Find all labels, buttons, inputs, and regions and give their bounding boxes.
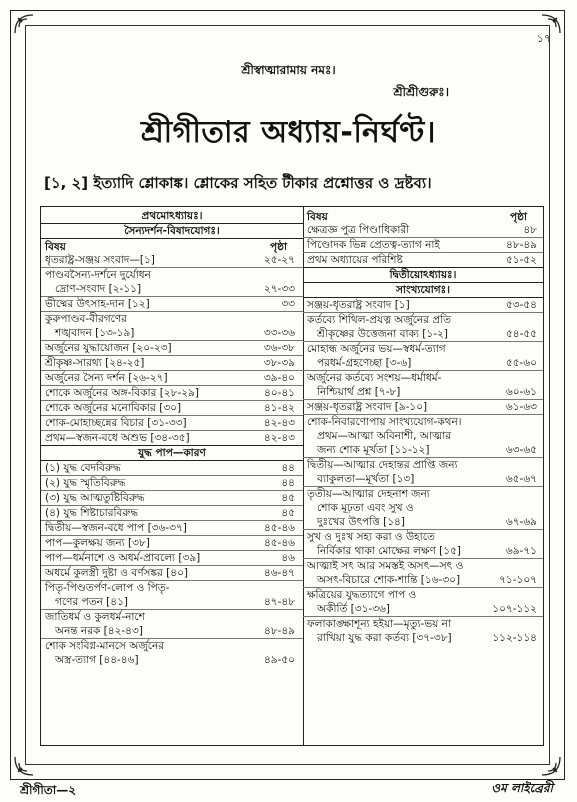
row-subject: সুখ ও দুঃখ সহ্য করা ও উহাতে (307, 531, 435, 543)
row-page: ৩৩ (281, 298, 295, 310)
table-row (41, 400, 303, 415)
footer-publisher: ওম লাইব্রেরী (491, 781, 553, 795)
row-page: ২৭-৩৩ (263, 283, 295, 295)
right-column (303, 207, 543, 745)
row-subject: (৩) যুদ্ধ আত্মতুষ্টিবিরুদ্ধ (45, 492, 145, 504)
row-subject: সঞ্জয়-ধৃতরাষ্ট্র সংবাদ [৯-১০] (307, 401, 428, 413)
table-row (303, 252, 543, 267)
row-page: ৪২-৪৩ (263, 432, 295, 444)
row-page: ৪৮-৪৯ (263, 625, 295, 637)
left-column (41, 207, 304, 745)
row-page: ১০৭-১১২ (492, 603, 537, 615)
row-subject: শোকে অর্জুনের মনোবিকার [৩০] (45, 402, 182, 414)
table-row (303, 443, 543, 457)
row-subject: শোকে অর্জুনের অঙ্গ-বিকার [২৮-২৯] (45, 387, 199, 399)
row-subject: দ্বিতীয়—আত্মার দেহান্তর প্রাপ্তি জন্য (307, 459, 458, 471)
row-subject: অর্জুনের যুদ্ধায়োজন [২০-২৩] (45, 342, 172, 354)
row-subject: দ্বিতীয়—স্বজন-বধে পাপ [৩৬-৩৭] (45, 522, 187, 534)
chapter-label: দ্বিতীয়োঽধ্যায়ঃ। (303, 267, 543, 282)
table-row (303, 298, 543, 312)
table-row (41, 370, 303, 385)
row-subject: অকীর্তি [৩১-৩৬] (317, 603, 390, 615)
subtitle: [১, ২] ইত্যাদি শ্লোকাঙ্ক। শ্লোকের সহিত টীকার প্রশ্নোত্তর ও দ্রষ্টব্য। (44, 174, 432, 192)
row-page: ৪৯-৫০ (263, 654, 295, 666)
table-row (41, 550, 303, 565)
table-row (41, 461, 303, 475)
table-row (41, 535, 303, 550)
row-page: ৪৫-৪৬ (263, 537, 295, 549)
row-subject: (১) যুদ্ধ বেদবিরুদ্ধ (45, 462, 121, 474)
index-table (40, 206, 544, 746)
row-subject: শোক-মোহাচ্ছন্নের বিচার [৩১-৩৩] (45, 417, 187, 429)
table-header (303, 209, 543, 223)
row-page: ৪৬ (281, 552, 295, 564)
row-subject: শোক-নিবারণোপায় সাংখ্যযোগ-কথন। (307, 416, 462, 428)
table-row (303, 486, 543, 501)
row-subject: শোক সংবিগ্ন-মানসে অর্জুনের (45, 640, 164, 652)
row-page: ৪৪ (281, 477, 295, 489)
row-subject: দুঃখের উৎপত্তি [১৪] (317, 516, 405, 528)
row-subject: রাখিয়া যুদ্ধ করা কর্তব্য [৩৭-৩৮] (317, 632, 452, 644)
row-subject: সঞ্জয়-ধৃতরাষ্ট্র সংবাদ [১] (307, 299, 410, 311)
row-page: ৪৫ (281, 492, 295, 504)
table-row (41, 282, 303, 296)
row-subject: ভীষ্মের উৎসাহ-দান [১২] (45, 298, 150, 310)
table-row (303, 385, 543, 399)
table-row (303, 457, 543, 472)
row-page: ২৫-২৭ (263, 254, 295, 266)
table-row (303, 312, 543, 327)
page-title: শ্রীগীতার অধ্যায়-নির্ঘণ্ট। (140, 115, 437, 150)
row-subject: ক্ষত্রিয়ের যুদ্ধত্যাগে পাপ ও (307, 589, 417, 601)
table-row (41, 296, 303, 311)
row-page: ৭১-১০৭ (499, 574, 537, 586)
row-subject: অনন্ত নরক [৪২-৪৩] (55, 625, 143, 637)
invocation-line-2: শ্রীশ্রীগুরুঃ। (393, 85, 449, 99)
row-subject: তৃতীয়—আত্মার দেহনাশ জন্য (307, 488, 430, 500)
corner-ornament-icon (13, 13, 35, 35)
table-row (303, 399, 543, 414)
table-row (41, 580, 303, 595)
table-row (41, 505, 303, 520)
row-subject: পাণ্ডবসৈন্য-দর্শনে দুর্যোধন (45, 269, 151, 281)
left-rows (41, 253, 303, 445)
table-row (303, 631, 543, 645)
row-subject: পিতৃ-পিণ্ডতর্পণ-লোপ ও পিতৃ- (45, 582, 170, 594)
table-row (41, 267, 303, 282)
right-rows (303, 297, 543, 645)
row-page: ৩৬-৩৮ (263, 342, 295, 354)
row-page: ৬৯-৭১ (505, 545, 537, 557)
row-page: ৬০-৬১ (505, 386, 537, 398)
section-label: যুদ্ধ পাপ—কারণ (41, 445, 303, 460)
table-header (41, 238, 303, 253)
row-subject: জাতিধর্ম ও কুলধর্ম-নাশে (45, 611, 145, 623)
table-row (303, 356, 543, 370)
row-subject: নিশ্চিয়ার্থ প্রশ্ন [৭-৮] (317, 386, 401, 398)
table-row (41, 415, 303, 430)
table-row (303, 602, 543, 616)
row-page: ৩৯-৪০ (263, 372, 295, 384)
table-row (303, 587, 543, 602)
row-subject: ফলাকাঙ্ক্ষাশূন্য হইয়া—মৃত্যু-ভয় না (307, 618, 451, 630)
row-page: ৪১-৪২ (263, 402, 295, 414)
row-subject: (৪) যুদ্ধ শিষ্টাচারবিরুদ্ধ (45, 507, 139, 519)
row-subject: শোক মূঢ়তা এবং সুখ ও (317, 502, 414, 514)
table-row (303, 573, 543, 587)
row-subject: প্রথম অধ্যায়ের পরিশিষ্ট (307, 254, 403, 266)
table-row (41, 595, 303, 609)
table-row (303, 529, 543, 544)
table-row (303, 472, 543, 486)
row-page: ৪৬-৪৭ (263, 567, 295, 579)
row-subject: জন্য শোক মূর্খতা [১১-১২] (317, 444, 430, 456)
row-subject: পিণ্ডোদক ভিন্ন প্রেতত্ব-ত্যাগ নাই (307, 239, 440, 251)
table-row (41, 340, 303, 355)
chapter-label: প্রথমোঽধ্যায়ঃ। (141, 210, 203, 222)
header-page: পৃষ্ঠা (509, 211, 527, 223)
table-row (303, 237, 543, 252)
row-subject: ব্যাকুলতা—মূর্খতা [১৩] (317, 473, 415, 485)
row-page: ৬৭-৬৯ (505, 516, 537, 528)
row-subject: গণের পতন [৪১] (55, 596, 128, 608)
row-subject: প্রথম—আত্মা অবিনাশী, আত্মার (317, 430, 452, 442)
table-row (303, 327, 543, 341)
table-row (303, 501, 543, 515)
row-page: ৪৮-৪৯ (505, 239, 537, 251)
row-page: ১১২-১১৪ (492, 632, 537, 644)
page-number: ১৭ (536, 32, 551, 45)
table-row (303, 558, 543, 573)
row-subject: পরধর্ম-গ্রহণেচ্ছা [৩-৬] (317, 357, 412, 369)
row-subject: কর্তব্যে শিথিল-প্রযত্ন অর্জুনের প্রতি (307, 314, 452, 326)
table-row (303, 341, 543, 356)
table-row (41, 565, 303, 580)
row-page: ৪৪ (281, 462, 295, 474)
table-row (303, 223, 543, 237)
table-row (41, 355, 303, 370)
row-subject: কুরুপাণ্ডব-বীরগণের (45, 313, 127, 325)
table-row (41, 609, 303, 624)
row-subject: আত্মাই সৎ আর সমস্তই অসৎ—সৎ ও (307, 560, 464, 572)
row-page: ৪২-৪৩ (263, 417, 295, 429)
row-page: ৪৭-৪৮ (263, 596, 295, 608)
table-row (41, 385, 303, 400)
row-page: ৪৫ (281, 507, 295, 519)
table-row (303, 414, 543, 429)
row-subject: (২) যুদ্ধ স্মৃতিবিরুদ্ধ (45, 477, 126, 489)
table-row (41, 624, 303, 638)
table-row (41, 520, 303, 535)
row-subject: শ্রীকৃষ্ণের উত্তেজনা বাক্য [১-২] (317, 328, 448, 340)
row-page: ৫৪-৫৫ (505, 328, 537, 340)
footer-book-name: শ্রীগীতা—২ (20, 783, 77, 797)
row-subject: শ্রীকৃষ্ণ-সারথ্য [২৪-২৫] (45, 357, 145, 369)
row-subject: শঙ্খবাদন [১৩-১৯] (55, 327, 135, 339)
row-page: ৫৩-৫৪ (505, 299, 537, 311)
table-row (41, 253, 303, 267)
table-row (303, 370, 543, 385)
row-subject: অধর্মে কুলস্ত্রী দুষ্টা ও বর্ণসঙ্কর [৪০] (45, 567, 189, 579)
table-row (41, 638, 303, 653)
header-subject: বিষয় (307, 211, 328, 223)
corner-ornament-icon (13, 755, 35, 777)
corner-ornament-icon (540, 755, 562, 777)
row-subject: পাপ—কুলক্ষয় জন্য [৩৮] (45, 537, 150, 549)
row-page: ৪৮ (523, 224, 537, 236)
row-page: ৪৫-৪৬ (263, 522, 295, 534)
table-row (41, 326, 303, 340)
row-subject: প্রথম—স্বজন-বধে অশুভ [৩৪-৩৫] (45, 432, 190, 444)
table-row (303, 429, 543, 443)
row-page: ৬৫-৬৭ (505, 473, 537, 485)
row-page: ৬৩-৬৫ (505, 444, 537, 456)
table-row (303, 616, 543, 631)
row-page: ৪০-৪১ (263, 387, 295, 399)
row-subject: দ্রোণ-সংবাদ [২-১১] (55, 283, 142, 295)
table-row (41, 475, 303, 490)
header-subject: বিষয় (45, 241, 66, 253)
row-subject: অস্ত্র-ত্যাগ [৪৪-৪৬] (55, 654, 139, 666)
chapter-name: সৈন্যদর্শন-বিষাদযোগঃ। (41, 223, 303, 238)
row-subject: মোহান্ধ অর্জুনের ভয়—স্বধর্ম-ত্যাগ (307, 343, 446, 355)
table-row (41, 311, 303, 326)
table-row (41, 653, 303, 667)
row-page: ৩৩-৩৬ (263, 327, 295, 339)
left-rows-2 (41, 460, 303, 667)
table-row (41, 490, 303, 505)
row-subject: ক্ষেত্রজ্ঞ পুত্র পিণ্ডাধিকারী (307, 224, 410, 236)
row-subject: পাপ—ধর্মনাশে ও অধর্ম-প্রাবল্যে [৩৯] (45, 552, 201, 564)
right-rows-top (303, 223, 543, 267)
row-page: ৫১-৫২ (505, 254, 537, 266)
row-subject: অর্জুনের সৈন্য দর্শন [২৬-২৭] (45, 372, 168, 384)
row-page: ৬১-৬৩ (505, 401, 537, 413)
table-row (41, 430, 303, 445)
invocation-line-1: শ্রীস্বাত্মারামায় নমঃ। (241, 63, 336, 77)
chapter-name: সাংখ্যযোগঃ। (303, 282, 543, 297)
row-subject: ধৃতরাষ্ট্র-সঞ্জয় সংবাদ—[১] (45, 254, 155, 266)
row-page: ৫৫-৬০ (505, 357, 537, 369)
table-row (303, 515, 543, 529)
row-subject: নির্বিকার থাকা মোক্ষের লক্ষণ [১৫] (317, 545, 462, 557)
row-page: ৩৮-৩৯ (263, 357, 295, 369)
table-row (303, 544, 543, 558)
header-page: পৃষ্ঠা (269, 241, 287, 253)
row-subject: অসৎ-বিচারে শোক-শান্তি [১৬-৩০] (317, 574, 461, 586)
row-subject: অর্জুনের কর্তব্যে সংশয়—ধর্মাধর্ম- (307, 372, 442, 384)
